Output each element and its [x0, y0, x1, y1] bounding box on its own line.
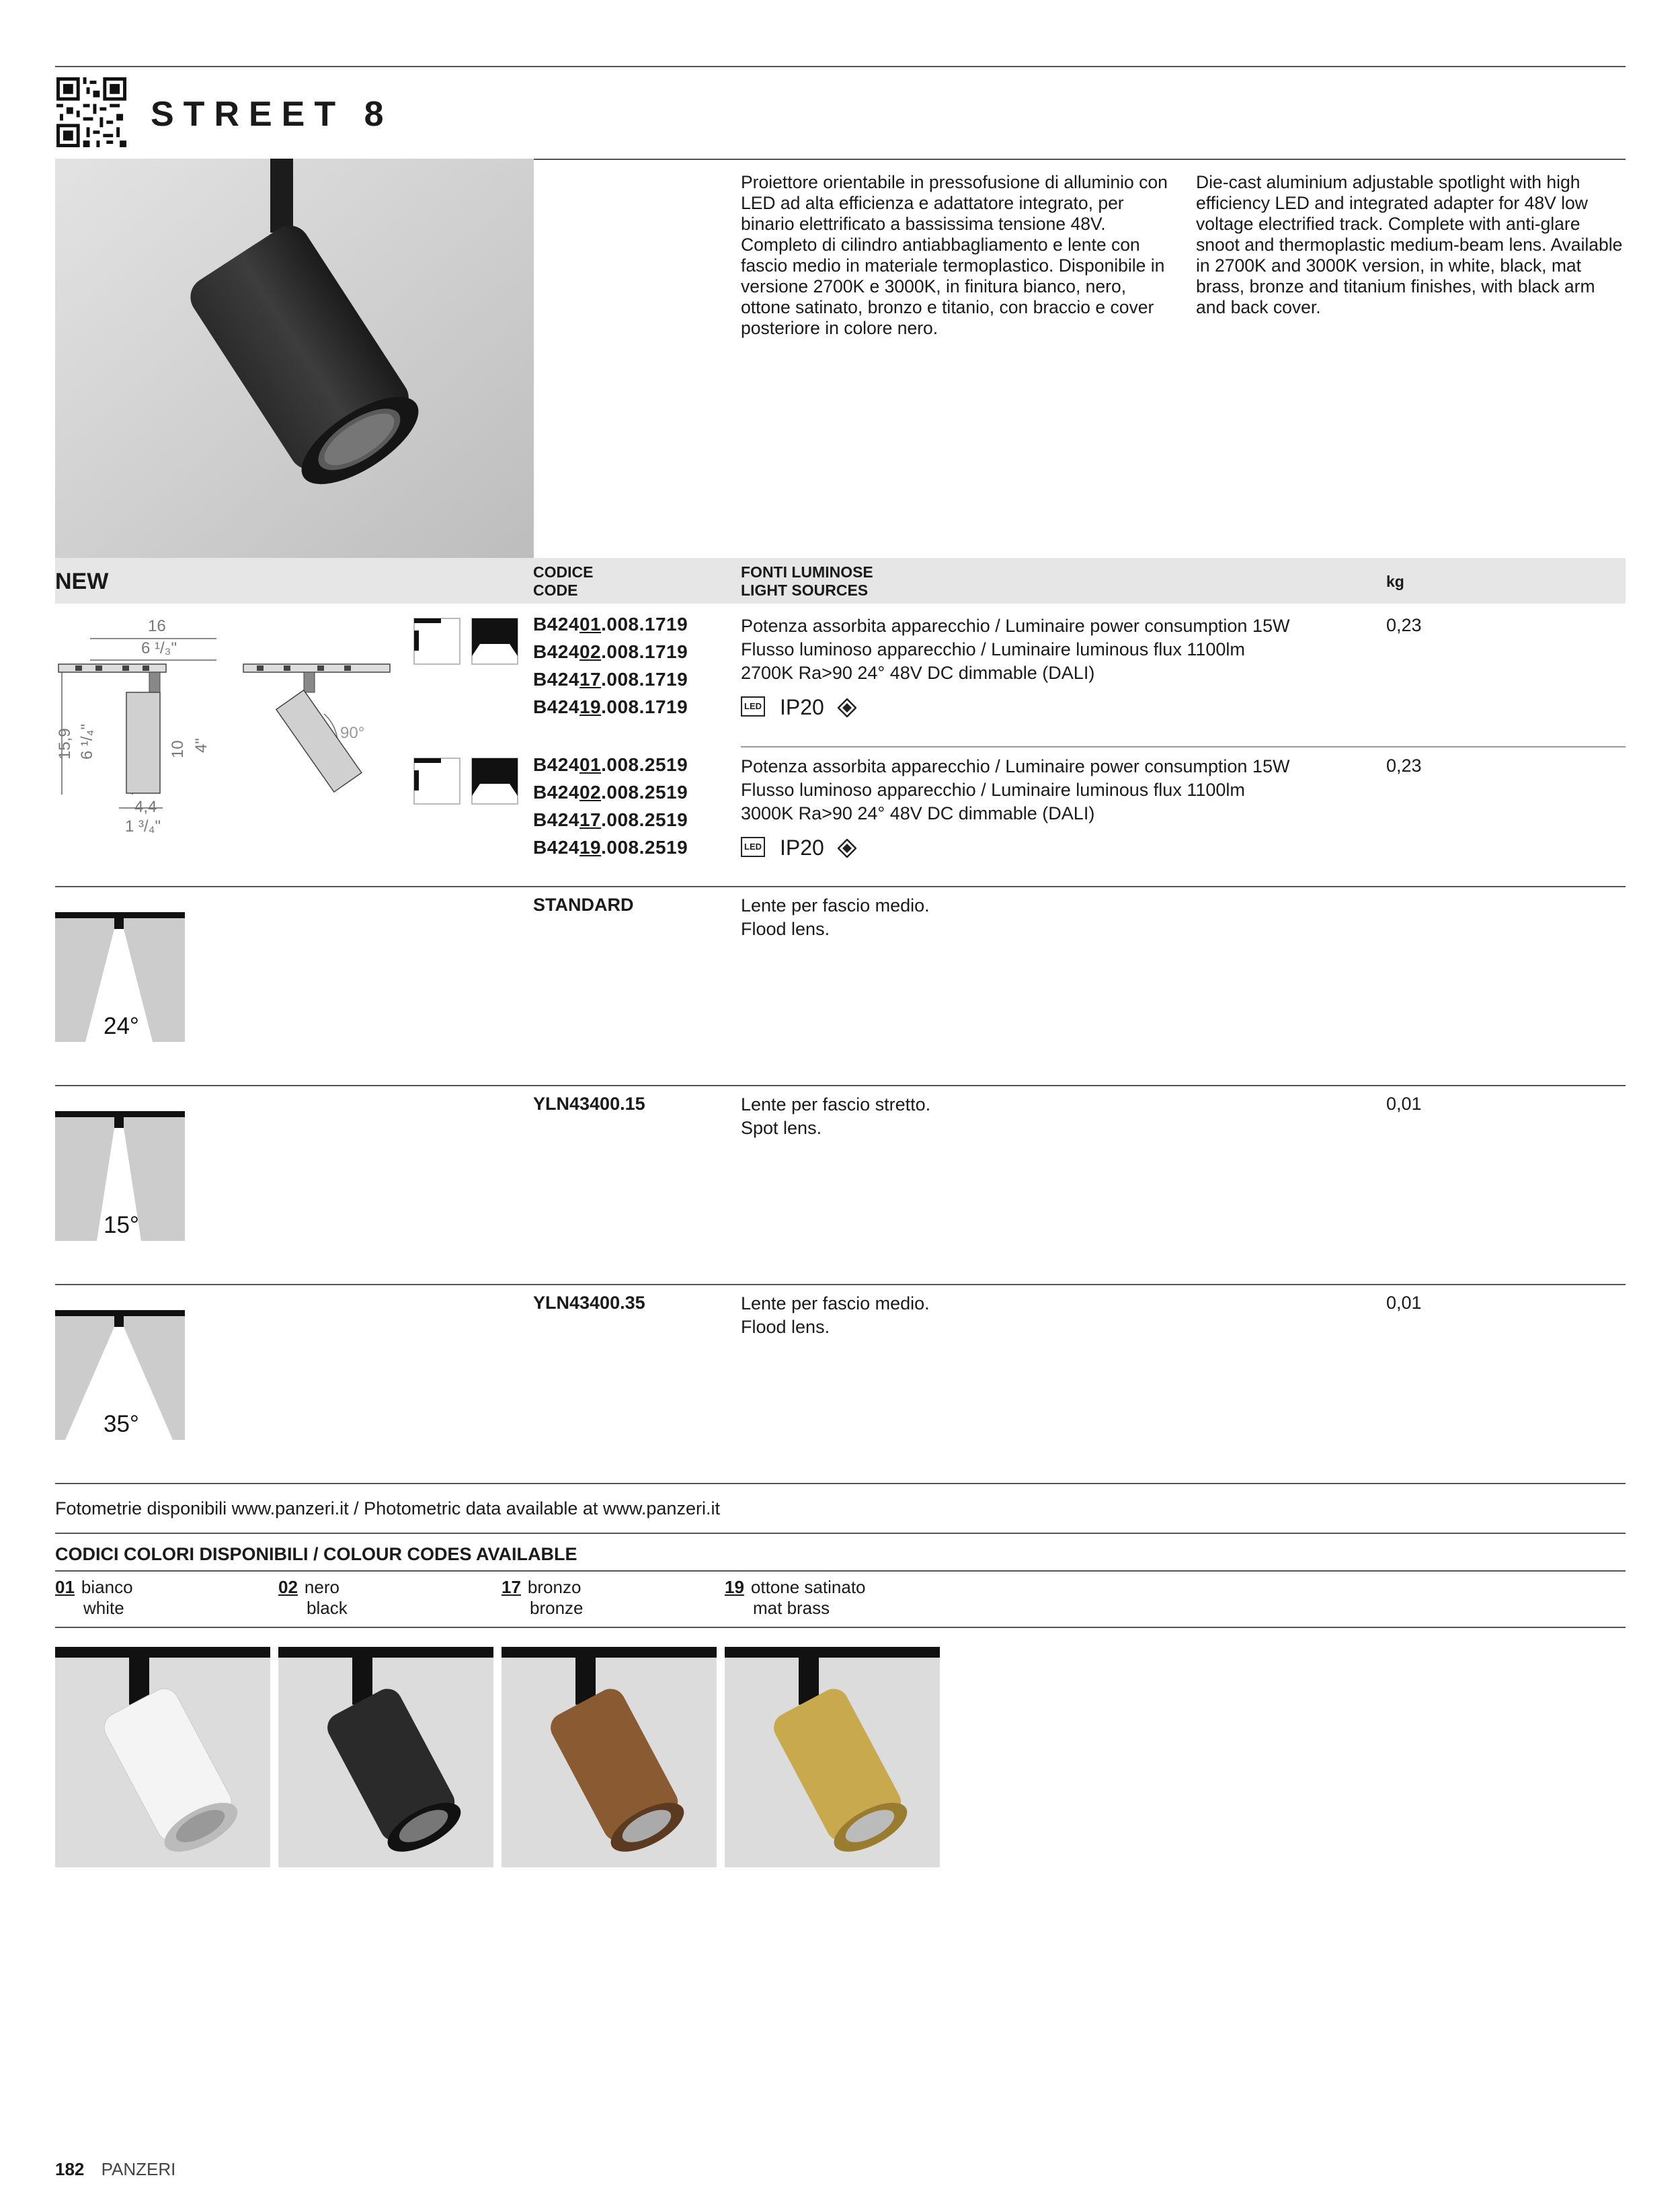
product-specs-2: [741, 755, 1289, 825]
lens-weight: 0,01: [1386, 1094, 1422, 1114]
beam-angle: 24°: [104, 1013, 139, 1039]
colour-code-19: [725, 1577, 866, 1619]
beam-diagram-35: [55, 1310, 185, 1440]
lens-description: [741, 894, 930, 941]
dim-height-cm: 15,9: [56, 728, 74, 760]
page-footer: [55, 2159, 175, 2179]
photometry-note: Fotometrie disponibili www.panzeri.it / Photometric data available at www.panzeri.it: [55, 1498, 720, 1518]
lens-description: [741, 1093, 930, 1140]
surface-mount-icon: [413, 757, 461, 805]
colour-name-it: bianco: [81, 1577, 133, 1597]
swatch-mat-brass: [725, 1647, 940, 1867]
ip-rating: IP20: [780, 695, 824, 719]
product-code: B42402.008.1719: [533, 641, 688, 662]
lens-desc-it: Lente per fascio stretto.: [741, 1094, 931, 1114]
power-consumption: Potenza assorbita apparecchio / Luminaire power consumption 15W: [741, 756, 1290, 776]
page-title: STREET 8: [151, 95, 393, 134]
track-mount-icon: [471, 617, 519, 665]
description-it: Proiettore orientabile in pressofusione di alluminio con LED ad alta efficienza e adattatore integrato, per binario elettrificato a bassissima tensione 48V. Completo di cilindro antiabbagliamento e lente con fascio medio in materiale termoplastico. Disponibile in versione 2700K e 3000K, in finitura bianco, nero, ottone satinato, bronzo e titanio, con braccio e cover posteriore in colore nero.: [741, 172, 1168, 338]
dim-height-in: 6 ¹/₄": [78, 724, 96, 760]
product-specs-1: [741, 614, 1289, 685]
code-header-it: CODICE: [533, 563, 594, 581]
diamond-icon: [838, 839, 856, 858]
light-spec: 3000K Ra>90 24° 48V DC dimmable (DALI): [741, 803, 1095, 823]
dim-body-cm: 10: [169, 740, 187, 758]
surface-mount-icon: [413, 617, 461, 665]
beam-angle: 15°: [104, 1212, 139, 1238]
colour-name-it: nero: [304, 1577, 339, 1597]
dim-body-in: 4": [192, 738, 210, 753]
weight-1: 0,23: [1386, 615, 1422, 635]
colour-name-it: bronzo: [527, 1577, 582, 1597]
power-consumption: Potenza assorbita apparecchio / Luminaire power consumption 15W: [741, 616, 1290, 636]
colour-code-01: [55, 1577, 133, 1619]
product-hero-image: [55, 159, 534, 558]
colour-code-02: [278, 1577, 348, 1619]
colour-name-it: ottone satinato: [750, 1577, 866, 1597]
colour-codes-title: CODICI COLORI DISPONIBILI / COLOUR CODES AVAILABLE: [55, 1544, 577, 1564]
product-code: B42402.008.2519: [533, 782, 688, 803]
code-header: [533, 563, 593, 600]
colour-code-17: [502, 1577, 584, 1619]
diamond-icon: [838, 698, 856, 717]
colour-name-en: white: [83, 1598, 124, 1618]
dim-width-cm: 16: [148, 617, 166, 635]
product-code: B42417.008.2519: [533, 809, 688, 830]
dim-rotation: 90°: [340, 724, 365, 742]
code-header-en: CODE: [533, 581, 578, 599]
luminous-flux: Flusso luminoso apparecchio / Luminaire luminous flux 1100lm: [741, 639, 1245, 659]
track-mount-icon: [471, 757, 519, 805]
lens-desc-en: Flood lens.: [741, 1317, 830, 1337]
light-spec: 2700K Ra>90 24° 48V DC dimmable (DALI): [741, 663, 1095, 683]
led-badge: [741, 696, 765, 717]
luminous-flux: Flusso luminoso apparecchio / Luminaire luminous flux 1100lm: [741, 780, 1245, 800]
description-en: Die-cast aluminium adjustable spotlight with high efficiency LED and integrated adapter for 48V low voltage electrified track. Complete with anti-glare snoot and thermoplastic medium-beam lens. Available in 2700K and 3000K version, in white, black, mat brass, bronze and titanium finishes, with black arm and back cover.: [1196, 172, 1623, 317]
colour-number: 19: [725, 1577, 744, 1597]
swatch-black: [278, 1647, 493, 1867]
lens-desc-en: Flood lens.: [741, 919, 830, 939]
lens-description: [741, 1292, 930, 1339]
brand-name: PANZERI: [101, 2159, 176, 2179]
colour-name-en: black: [307, 1598, 348, 1618]
kg-header: kg: [1386, 573, 1404, 590]
led-icon: LED: [744, 842, 762, 852]
lens-desc-it: Lente per fascio medio.: [741, 1293, 930, 1313]
product-code: B42401.008.2519: [533, 754, 688, 775]
product-code: B42419.008.2519: [533, 837, 688, 858]
weight-2: 0,23: [1386, 756, 1422, 776]
beam-diagram-15: [55, 1111, 185, 1241]
lens-desc-it: Lente per fascio medio.: [741, 895, 930, 916]
lens-code: STANDARD: [533, 895, 634, 915]
product-codes-2: [533, 751, 688, 861]
product-codes-1: [533, 610, 688, 721]
colour-number: 02: [278, 1577, 298, 1597]
colour-name-en: mat brass: [753, 1598, 830, 1618]
lens-desc-en: Spot lens.: [741, 1118, 822, 1138]
dim-diameter-in: 1 ³/₄": [125, 817, 161, 836]
lens-code: YLN43400.15: [533, 1094, 645, 1114]
colour-number: 01: [55, 1577, 75, 1597]
new-label: NEW: [55, 569, 109, 594]
colour-name-en: bronze: [530, 1598, 584, 1618]
sources-header-it: FONTI LUMINOSE: [741, 563, 873, 581]
swatch-white: [55, 1647, 270, 1867]
product-code: B42417.008.1719: [533, 669, 688, 690]
qr-code-icon: [56, 77, 126, 147]
lens-weight: 0,01: [1386, 1293, 1422, 1313]
page-number: 182: [55, 2159, 85, 2179]
product-code: B42401.008.1719: [533, 614, 688, 635]
colour-number: 17: [502, 1577, 521, 1597]
sources-header: [741, 563, 873, 600]
led-icon: LED: [744, 701, 762, 711]
swatch-bronze: [502, 1647, 717, 1867]
led-badge: [741, 837, 765, 857]
lens-code: YLN43400.35: [533, 1293, 645, 1313]
beam-diagram-24: [55, 912, 185, 1042]
beam-angle: 35°: [104, 1411, 139, 1437]
dim-width-in: 6 ¹/₃": [141, 639, 177, 657]
product-code: B42419.008.1719: [533, 696, 688, 717]
sources-header-en: LIGHT SOURCES: [741, 581, 869, 599]
dim-diameter-cm: 4,4: [134, 798, 157, 816]
ip-rating: IP20: [780, 836, 824, 860]
